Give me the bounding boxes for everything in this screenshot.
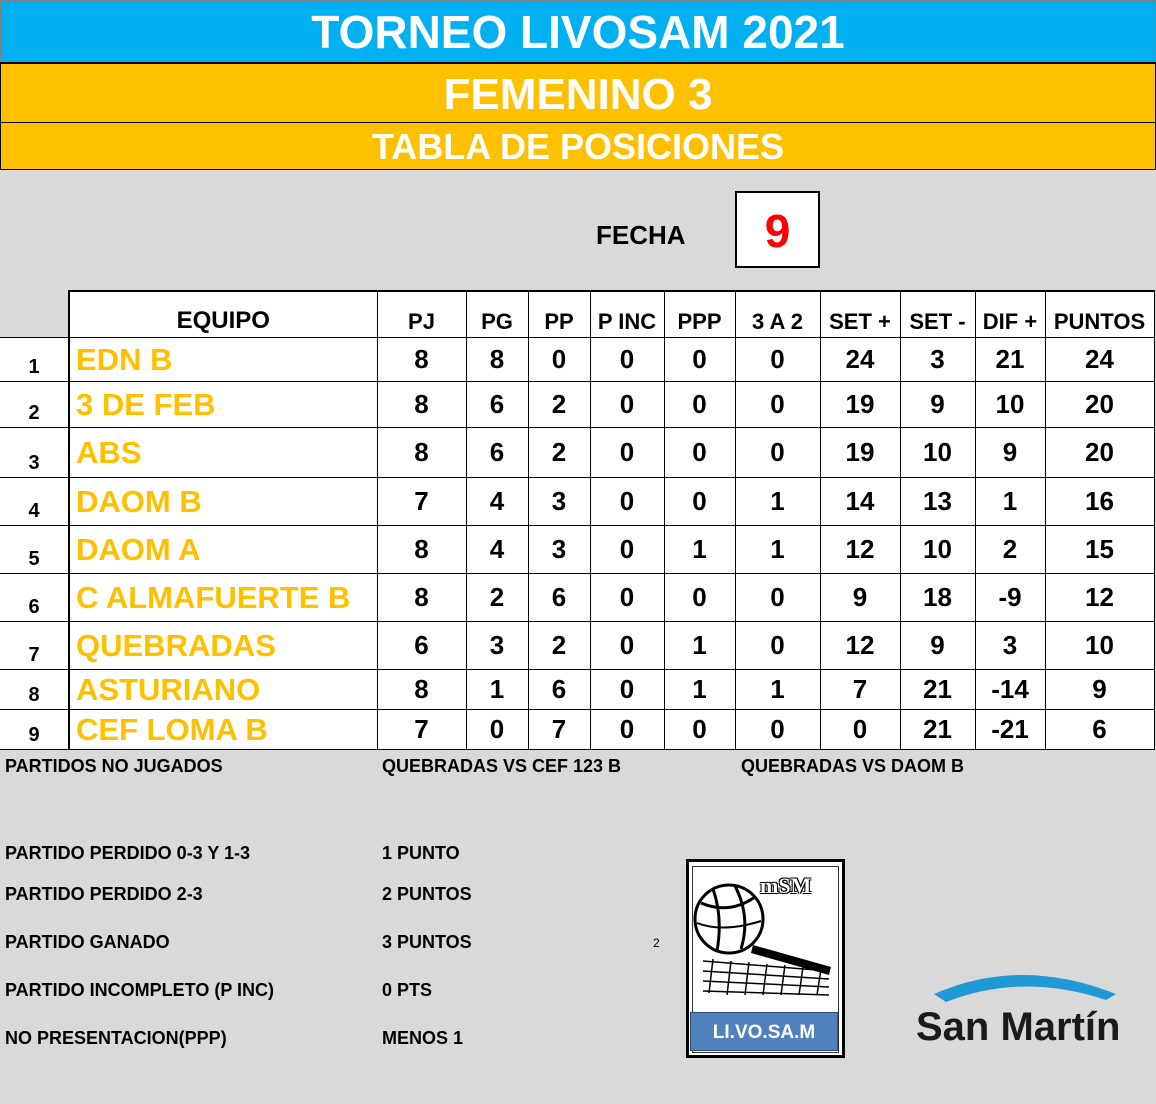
stat-cell-ppp: 0 (664, 428, 735, 478)
stat-cell-set-mas: 9 (820, 574, 900, 622)
stat-cell-dif: 10 (975, 382, 1045, 428)
team-name-cell[interactable]: QUEBRADAS (69, 622, 377, 670)
rule-value: 0 PTS (382, 980, 433, 1000)
stat-cell-dif: -14 (975, 670, 1045, 710)
stat-cell-puntos: 15 (1045, 526, 1154, 574)
stat-cell-dif: 21 (975, 338, 1045, 382)
stat-cell-ppp: 1 (664, 622, 735, 670)
stat-cell-set-mas: 12 (820, 526, 900, 574)
stat-cell-pinc: 0 (590, 382, 664, 428)
stat-cell-pp: 3 (528, 526, 590, 574)
stat-cell-set-menos: 10 (900, 526, 975, 574)
team-name-cell[interactable]: DAOM B (69, 478, 377, 526)
stat-cell-pinc: 0 (590, 526, 664, 574)
stat-cell-dif: 1 (975, 478, 1045, 526)
stat-cell-set-menos: 18 (900, 574, 975, 622)
stat-cell-ppp: 1 (664, 670, 735, 710)
rank-cell: 3 (0, 428, 69, 478)
stat-cell-pinc: 0 (590, 622, 664, 670)
stat-cell-pj: 8 (377, 670, 466, 710)
stat-cell-set-menos: 10 (900, 428, 975, 478)
fecha-value[interactable]: 9 (735, 191, 820, 268)
stat-cell-pg: 8 (466, 338, 528, 382)
rule-label: PARTIDO PERDIDO 0-3 Y 1-3 (5, 843, 251, 863)
stat-cell-pp: 7 (528, 710, 590, 750)
pending-label: PARTIDOS NO JUGADOS (5, 756, 223, 776)
stat-cell-pj: 8 (377, 428, 466, 478)
stat-cell-ppp: 0 (664, 382, 735, 428)
stat-cell-pinc: 0 (590, 428, 664, 478)
stat-cell-pj: 8 (377, 338, 466, 382)
col-header-pp: PP (528, 291, 590, 338)
table-row (0, 526, 1154, 574)
stat-cell-pp: 6 (528, 574, 590, 622)
livosam-monogram: mSM (760, 873, 812, 898)
stat-cell-dif: -9 (975, 574, 1045, 622)
rank-cell: 7 (0, 622, 69, 670)
pending-match-2: QUEBRADAS VS DAOM B (741, 756, 965, 776)
col-header-3a2: 3 A 2 (735, 291, 820, 338)
livosam-caption: LI.VO.SA.M (690, 1012, 838, 1051)
team-name-cell[interactable]: CEF LOMA B (69, 710, 377, 750)
table-header-row (0, 291, 1154, 338)
sponsor-logo-text: San Martín (916, 1005, 1121, 1049)
standings-table (0, 290, 1155, 750)
stat-cell-pinc: 0 (590, 478, 664, 526)
stat-cell-pp: 2 (528, 382, 590, 428)
col-header-ppp: PPP (664, 291, 735, 338)
col-header-set-minus: SET - (900, 291, 975, 338)
rule-label: PARTIDO GANADO (5, 932, 170, 952)
rank-cell: 5 (0, 526, 69, 574)
stat-cell-pj: 7 (377, 710, 466, 750)
rank-cell: 6 (0, 574, 69, 622)
col-header-pj: PJ (377, 291, 466, 338)
stat-cell-tres-a-dos: 0 (735, 382, 820, 428)
stat-cell-tres-a-dos: 0 (735, 338, 820, 382)
stat-cell-tres-a-dos: 1 (735, 526, 820, 574)
stat-cell-pg: 4 (466, 478, 528, 526)
rule-label: PARTIDO INCOMPLETO (P INC) (5, 980, 275, 1000)
tournament-title: TORNEO LIVOSAM 2021 (0, 0, 1156, 62)
stat-cell-pp: 3 (528, 478, 590, 526)
col-header-pg: PG (466, 291, 528, 338)
stat-cell-dif: -21 (975, 710, 1045, 750)
stat-cell-pinc: 0 (590, 670, 664, 710)
stat-cell-pinc: 0 (590, 338, 664, 382)
fecha-label: FECHA (596, 220, 686, 250)
pending-match-1: QUEBRADAS VS CEF 123 B (382, 756, 622, 776)
stat-cell-pp: 0 (528, 338, 590, 382)
stat-cell-puntos: 24 (1045, 338, 1154, 382)
stat-cell-dif: 9 (975, 428, 1045, 478)
col-header-pinc: P INC (590, 291, 664, 338)
rank-header (0, 291, 69, 338)
stat-cell-dif: 3 (975, 622, 1045, 670)
stat-cell-puntos: 6 (1045, 710, 1154, 750)
stat-cell-pg: 0 (466, 710, 528, 750)
col-header-dif: DIF + (975, 291, 1045, 338)
stat-cell-pj: 8 (377, 382, 466, 428)
stat-cell-puntos: 20 (1045, 428, 1154, 478)
standings-body (0, 338, 1154, 750)
team-name-cell[interactable]: EDN B (69, 338, 377, 382)
rule-value: MENOS 1 (382, 1028, 464, 1048)
stat-cell-puntos: 16 (1045, 478, 1154, 526)
stat-cell-pg: 3 (466, 622, 528, 670)
stat-cell-pg: 6 (466, 382, 528, 428)
team-name-cell[interactable]: ABS (69, 428, 377, 478)
table-row (0, 338, 1154, 382)
stat-cell-tres-a-dos: 0 (735, 710, 820, 750)
stat-cell-set-menos: 13 (900, 478, 975, 526)
stat-cell-set-mas: 19 (820, 428, 900, 478)
stat-cell-tres-a-dos: 0 (735, 428, 820, 478)
category-title: FEMENINO 3 (0, 62, 1156, 122)
rank-cell: 2 (0, 382, 69, 428)
rule-value: 3 PUNTOS (382, 932, 472, 952)
table-row (0, 670, 1154, 710)
stat-cell-dif: 2 (975, 526, 1045, 574)
table-row (0, 710, 1154, 750)
stat-cell-pinc: 0 (590, 574, 664, 622)
rank-cell: 1 (0, 338, 69, 382)
stat-cell-ppp: 0 (664, 478, 735, 526)
table-row (0, 574, 1154, 622)
stat-cell-set-menos: 3 (900, 338, 975, 382)
rule-label: NO PRESENTACION(PPP) (5, 1028, 227, 1048)
stat-cell-ppp: 0 (664, 338, 735, 382)
stat-cell-puntos: 12 (1045, 574, 1154, 622)
rule-value: 2 PUNTOS (382, 884, 472, 904)
stat-cell-tres-a-dos: 1 (735, 670, 820, 710)
stat-cell-pp: 2 (528, 428, 590, 478)
stat-cell-pg: 2 (466, 574, 528, 622)
team-name-cell[interactable]: 3 DE FEB (69, 382, 377, 428)
stat-cell-set-mas: 7 (820, 670, 900, 710)
team-name-cell[interactable]: ASTURIANO (69, 670, 377, 710)
stat-cell-puntos: 20 (1045, 382, 1154, 428)
stat-cell-puntos: 9 (1045, 670, 1154, 710)
stat-cell-set-mas: 24 (820, 338, 900, 382)
stat-cell-ppp: 1 (664, 526, 735, 574)
rank-cell: 4 (0, 478, 69, 526)
col-header-set-plus: SET + (820, 291, 900, 338)
stat-cell-set-mas: 0 (820, 710, 900, 750)
stray-cell-value: 2 (653, 936, 660, 950)
stat-cell-pp: 6 (528, 670, 590, 710)
rank-cell: 9 (0, 710, 69, 750)
table-row (0, 622, 1154, 670)
team-name-cell[interactable]: DAOM A (69, 526, 377, 574)
table-row (0, 382, 1154, 428)
section-title: TABLA DE POSICIONES (0, 122, 1156, 170)
stat-cell-set-mas: 19 (820, 382, 900, 428)
rule-value: 1 PUNTO (382, 843, 460, 863)
stat-cell-ppp: 0 (664, 710, 735, 750)
rule-label: PARTIDO PERDIDO 2-3 (5, 884, 203, 904)
col-header-puntos: PUNTOS (1045, 291, 1154, 338)
stat-cell-ppp: 0 (664, 574, 735, 622)
stat-cell-tres-a-dos: 1 (735, 478, 820, 526)
stat-cell-set-menos: 9 (900, 382, 975, 428)
stat-cell-pinc: 0 (590, 710, 664, 750)
stat-cell-pj: 7 (377, 478, 466, 526)
stat-cell-set-menos: 21 (900, 670, 975, 710)
stat-cell-set-mas: 12 (820, 622, 900, 670)
stat-cell-pp: 2 (528, 622, 590, 670)
col-header-equipo: EQUIPO (69, 291, 377, 338)
stat-cell-set-menos: 9 (900, 622, 975, 670)
stat-cell-pj: 8 (377, 526, 466, 574)
stat-cell-pg: 1 (466, 670, 528, 710)
stat-cell-tres-a-dos: 0 (735, 622, 820, 670)
stat-cell-pj: 8 (377, 574, 466, 622)
stat-cell-set-menos: 21 (900, 710, 975, 750)
stat-cell-tres-a-dos: 0 (735, 574, 820, 622)
stat-cell-pj: 6 (377, 622, 466, 670)
stat-cell-set-mas: 14 (820, 478, 900, 526)
team-name-cell[interactable]: C ALMAFUERTE B (69, 574, 377, 622)
table-row (0, 428, 1154, 478)
rank-cell: 8 (0, 670, 69, 710)
table-row (0, 478, 1154, 526)
stat-cell-puntos: 10 (1045, 622, 1154, 670)
stat-cell-pg: 6 (466, 428, 528, 478)
stat-cell-pg: 4 (466, 526, 528, 574)
